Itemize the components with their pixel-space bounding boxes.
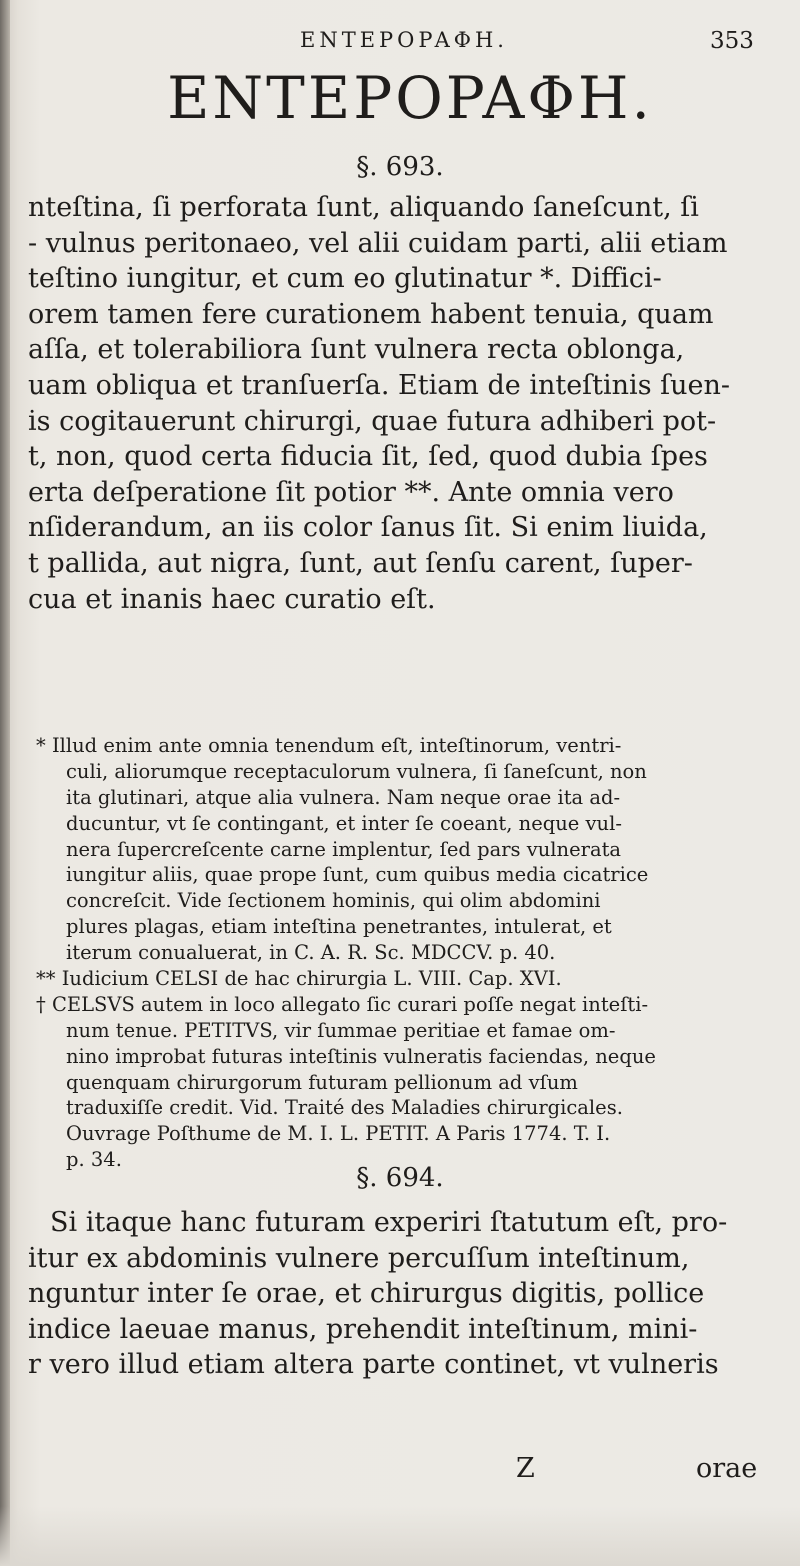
text-line: t pallida, aut nigra, ſunt, aut ſenſu carent, ſuper-	[28, 547, 693, 579]
footnote-line: iungitur aliis, quae prope ſunt, cum quibus media cicatrice	[66, 863, 649, 887]
footnote-line: num tenue. PETITVS, vir ſummae peritiae et famae om-	[66, 1018, 616, 1042]
footnote-line: plures plagas, etiam inteſtina penetrantes, intulerat, et	[66, 915, 612, 939]
text-line: teſtino iungitur, et cum eo glutinatur *. Diffici-	[28, 263, 662, 295]
page-spine-shadow	[0, 0, 10, 1566]
text-line: uam obliqua et tranſuerſa. Etiam de inteſtinis ſuen-	[28, 369, 730, 401]
section-number-694: §. 694.	[356, 1163, 444, 1193]
page-footer	[28, 1453, 768, 1489]
text-line: Si itaque hanc futuram experiri ſtatutum eſt, pro-	[50, 1207, 728, 1238]
footnote-line: nera ſupercreſcente carne implentur, ſed pars vulnerata	[66, 837, 622, 861]
footnote-line: ducuntur, vt ſe contingant, et inter ſe coeant, neque vul-	[66, 811, 622, 835]
section-693-text	[28, 190, 768, 617]
footnote-line: quenquam chirurgorum futuram pellionum ad vſum	[66, 1070, 578, 1094]
footnote-line: nino improbat futuras inteſtinis vulneratis faciendas, neque	[66, 1044, 656, 1068]
signature-mark: Z	[516, 1453, 535, 1484]
text-line: - vulnus peritonaeo, vel alii cuidam parti, alii etiam	[28, 227, 728, 259]
page-bottom-shadow	[0, 1506, 800, 1566]
footnote-line: concreſcit. Vide ſectionem hominis, qui olim abdomini	[66, 889, 601, 913]
text-line: erta deſperatione ſit potior **. Ante omnia vero	[28, 476, 674, 508]
text-line: cua et inanis haec curatio eſt.	[28, 583, 436, 615]
section-694-text	[28, 1205, 768, 1383]
footnote-line: traduxiſſe credit. Vid. Traité des Maladies chirurgicales.	[66, 1096, 623, 1120]
running-title: ENTEPOPAΦH.	[300, 28, 508, 52]
text-line: indice laeuae manus, prehendit inteſtinum, mini-	[28, 1313, 698, 1345]
catchword: orae	[696, 1453, 758, 1484]
footnotes	[36, 733, 776, 1173]
text-line: r vero illud etiam altera parte continet, vt vulneris	[28, 1349, 719, 1381]
running-head	[0, 16, 800, 56]
footnote-line: p. 34.	[66, 1148, 122, 1172]
text-line: nteſtina, ſi perforata ſunt, aliquando ſaneſcunt, ſi	[28, 192, 699, 223]
footnote-line: culi, aliorumque receptaculorum vulnera, ſi ſaneſcunt, non	[66, 759, 647, 783]
page-number: 353	[710, 28, 754, 54]
chapter-title: ENTEPOPAΦH.	[167, 64, 653, 132]
text-line: itur ex abdominis vulnere percuſſum inteſtinum,	[28, 1242, 690, 1274]
text-line: is cogitauerunt chirurgi, quae futura adhiberi pot-	[28, 405, 717, 437]
text-line: aſſa, et tolerabiliora ſunt vulnera recta oblonga,	[28, 334, 685, 366]
text-line: nſiderandum, an iis color ſanus ſit. Si enim liuida,	[28, 512, 708, 544]
footnote-line: † CELSVS autem in loco allegato ſic curari poſſe negat inteſti-	[36, 992, 649, 1016]
footnote-line: ita glutinari, atque alia vulnera. Nam neque orae ita ad-	[66, 785, 621, 809]
text-line: orem tamen fere curationem habent tenuia, quam	[28, 298, 714, 330]
text-line: t, non, quod certa fiducia ſit, ſed, quod dubia ſpes	[28, 441, 708, 473]
footnote-line: iterum conualuerat, in C. A. R. Sc. MDCCV. p. 40.	[66, 941, 556, 965]
footnote-line: Ouvrage Poſthume de M. I. L. PETIT. A Paris 1774. T. I.	[66, 1122, 611, 1146]
footnote-line: * Illud enim ante omnia tenendum eſt, inteſtinorum, ventri-	[36, 734, 622, 757]
text-line: nguntur inter ſe orae, et chirurgus digitis, pollice	[28, 1278, 705, 1310]
footnote-line: ** Iudicium CELSI de hac chirurgia L. VIII. Cap. XVI.	[36, 967, 562, 991]
section-number-693: §. 693.	[356, 152, 444, 182]
